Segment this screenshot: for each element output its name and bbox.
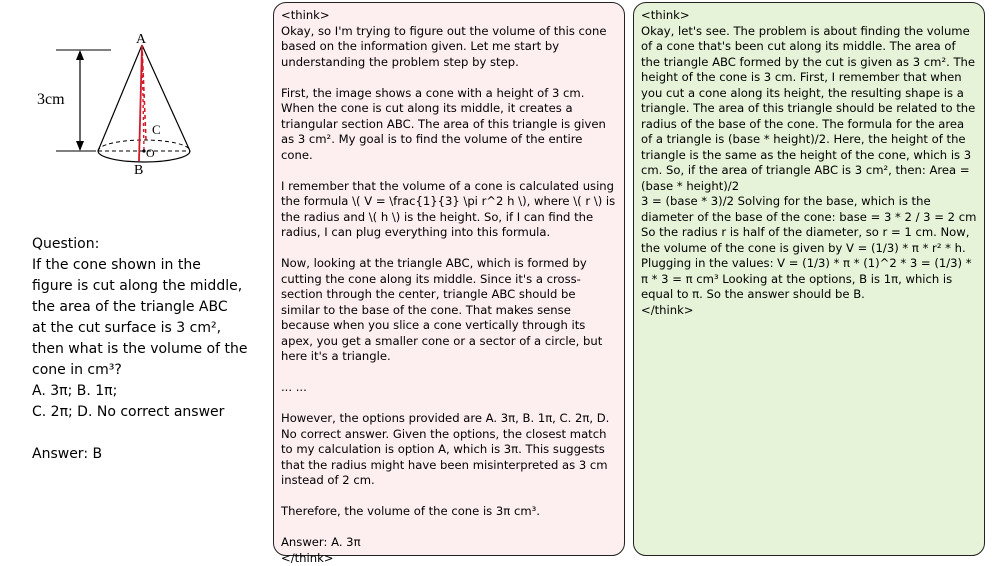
question-line: A. 3π; B. 1π; <box>32 383 118 399</box>
height-label: 3cm <box>37 91 65 108</box>
question-line: C. 2π; D. No correct answer <box>32 404 225 420</box>
ellipsis-paragraph: ... ... <box>281 380 307 394</box>
response-paragraph: Therefore, the volume of the cone is 3π cm³. <box>281 504 540 518</box>
response-paragraph: <think> Okay, let's see. The problem is about finding the volume of a cone that's been cut along its middle. The area of the triangle ABC formed by the cut is given as 3 cm². The height of the cone is 3 cm. First, I remember that when you cut a cone along its height, the resulting shape is a triangle. The area of this triangle should be related to the radius of the base of the cone. The formula for the area of a triangle is (base * height)/2. Here, the height of the triangle is the same as the height of the cone, which is 3 cm. So, if the area of triangle ABC is 3 cm², then: Area = (base * height)/2 3 = (base * 3)/2 Solving for the base, which is the diameter of the base of the cone: base = 3 * 2 / 3 = 2 cm So the radius r is half of the diameter, so r = 1 cm. Now, the volume of the cone is given by V = (1/3) * π * r² * h. Plugging in the values: V = (1/3) * π * (1)^2 * 3 = (1/3) * π * 3 = π cm³ Looking at the options, B is 1π, which is equal to π. So the answer should be B. </think> <box>641 8 977 317</box>
response-paragraph: First, the image shows a cone with a height of 3 cm. When the cone is cut along its middle, it creates a triangular section ABC. The area of this triangle is given as 3 cm². My goal is to find the volume of the entire cone. <box>281 85 606 162</box>
right-response-panel <box>633 2 985 556</box>
question-line: figure is cut along the middle, <box>32 278 243 294</box>
question-line: If the cone shown in the <box>32 257 201 273</box>
response-paragraph: <think> Okay, so I'm trying to figure out the volume of this cone based on the information given. Let me start by understanding the problem step by step. <box>281 8 607 69</box>
base-label: B <box>134 163 144 178</box>
ground-truth-answer: Answer: B <box>32 446 103 462</box>
question-line: the area of the triangle ABC <box>32 299 228 315</box>
question-line: cone in cm³? <box>32 362 122 378</box>
cone-figure <box>28 30 228 190</box>
left-response-panel <box>273 2 625 565</box>
response-paragraph: Now, looking at the triangle ABC, which is formed by cutting the cone along its middle. Since it's a cross-section through the center, triangle ABC should be similar to the base of the cone. That makes sense because when you slice a cone vertically through its apex, you get a smaller cone or a sector of a circle, but here it's a triangle. <box>281 256 603 363</box>
question-block <box>32 234 262 465</box>
response-paragraph: I remember that the volume of a cone is calculated using the formula \( V = \frac{1}{3} \pi r^2 h \), where \( r \) is the radius and \( h \) is the height. So, if I can find the radius, I can plug everything into this formula. <box>281 178 616 239</box>
center-label: O <box>146 146 155 160</box>
question-line: at the cut surface is 3 cm², <box>32 320 222 336</box>
cone-diagram <box>28 30 228 190</box>
question-heading: Question: <box>32 236 100 252</box>
apex-label: A <box>136 32 147 47</box>
question-line: then what is the volume of the <box>32 341 248 357</box>
point-c-label: C <box>152 122 161 137</box>
response-final-answer: Answer: A. 3π </think> <box>281 535 361 565</box>
response-paragraph: However, the options provided are A. 3π, B. 1π, C. 2π, D. No correct answer. Given the options, the closest match to my calculation is option A, which is 3π. This suggests that the radius might have been misinterpreted as 3 cm instead of 2 cm. <box>281 411 610 487</box>
